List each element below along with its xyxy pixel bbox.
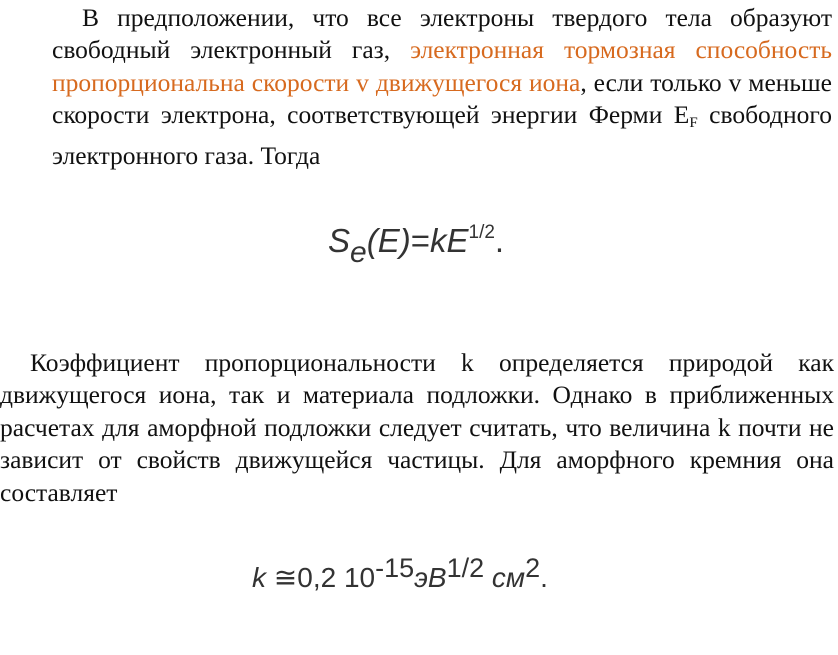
formula1-argument: (E) xyxy=(366,222,411,259)
formula1-exponent: 1/2 xyxy=(468,222,495,243)
formula1-subscript-e: e xyxy=(350,236,367,269)
formula1-equals: = xyxy=(410,222,430,259)
paragraph1-text-start: В предположении, что все электроны твердого тела образуют свободный электронный газ, xyxy=(52,3,832,65)
formula2-exponent-15: -15 xyxy=(375,553,415,583)
paragraph1-text-end: свободного электронного газа. Тогда xyxy=(52,100,833,170)
formula1-s: S xyxy=(328,222,351,259)
formula2-value: ≅0,2 10 xyxy=(266,562,376,593)
formula2-period: . xyxy=(540,562,548,593)
formula2-exponent-half: 1/2 xyxy=(446,553,485,583)
fermi-subscript: F xyxy=(689,115,698,132)
formula1-e: E xyxy=(446,222,469,259)
formula1-period: . xyxy=(494,222,505,259)
formula1-k: k xyxy=(429,222,447,259)
paragraph-coefficient: Коэффициент пропорциональности k определяется природой как движущегося иона, так и материала подложки. Однако в приближенных расчетах для аморфной подложки следует считать, что величина k почти не зависит от свойств движущейся частицы. Для аморфного кремния она составляет xyxy=(0,348,834,507)
coefficient-value-formula xyxy=(252,553,548,594)
formula2-exponent-2: 2 xyxy=(525,553,541,583)
stopping-power-formula xyxy=(328,222,504,270)
formula2-unit-ev: эВ xyxy=(414,562,447,593)
formula2-k: k xyxy=(252,562,266,593)
highlighted-phrase: электронная тормозная способность пропорциональна скорости v движущегося иона xyxy=(52,35,833,97)
paragraph1-text-middle: , если только v меньше скорости электрона, соответствующей энергии Ферми E xyxy=(52,67,832,130)
formula2-unit-cm: см xyxy=(484,562,526,593)
paragraph-fermi-gas xyxy=(52,2,832,172)
